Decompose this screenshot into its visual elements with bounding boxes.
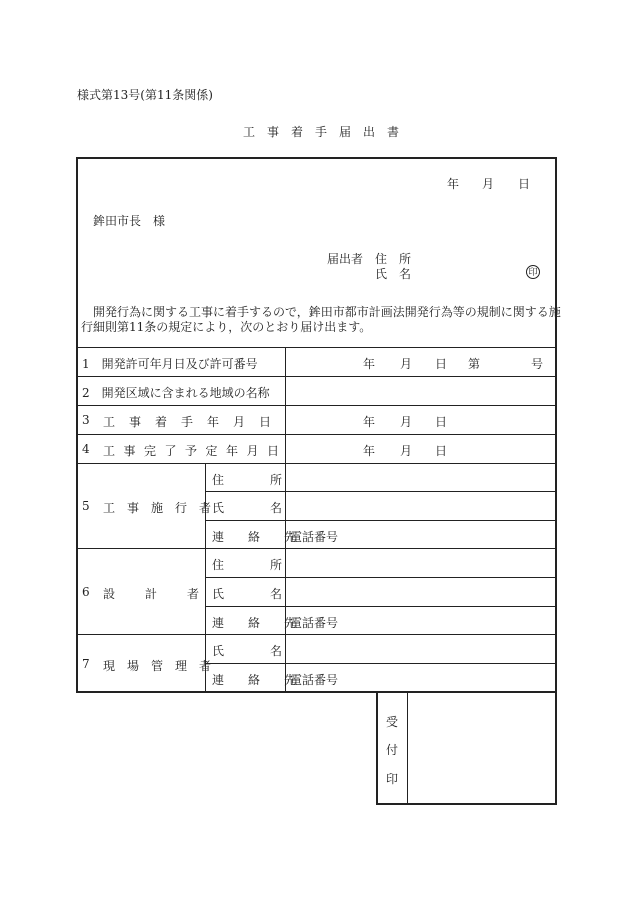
row1-month: 月 — [400, 357, 413, 371]
row7-number: 7 — [82, 657, 90, 671]
body-text-line1: 開発行為に関する工事に着手するので，鉾田市都市計画法開発行為等の規制に関する施 — [93, 305, 561, 319]
r5-phone: 電話番号 — [290, 530, 339, 544]
rule-row4-top — [77, 434, 556, 435]
row3-day: 日 — [435, 415, 448, 429]
rule-row3-top — [77, 405, 556, 406]
r7-name-a: 氏 — [212, 644, 225, 658]
r7-phone: 電話番号 — [290, 673, 339, 687]
receipt-stamp-box — [376, 691, 557, 805]
row2-label: 2 開発区域に含まれる地域の名称 — [82, 386, 270, 400]
r5-name-b: 名 — [270, 501, 283, 515]
row3-month: 月 — [400, 415, 413, 429]
receipt-divider — [407, 691, 408, 804]
row6-label: 設 計 者 — [103, 587, 202, 601]
rule-row6-top — [77, 548, 556, 549]
r6-address-a: 住 — [212, 558, 225, 572]
rule-row7-top — [77, 634, 556, 635]
row3-number: 3 — [82, 413, 90, 427]
name-label: 氏 名 — [375, 267, 412, 281]
date-day: 日 — [518, 177, 531, 191]
r7-name-b: 名 — [270, 644, 283, 658]
seal-mark: 印 — [526, 265, 540, 279]
r5-name-a: 氏 — [212, 501, 225, 515]
body-text-line2: 行細則第11条の規定により，次のとおり届け出ます。 — [81, 320, 372, 334]
row4-label: 工事完了予定年月日 — [103, 444, 288, 458]
rule-row2-top — [77, 376, 556, 377]
date-month: 月 — [482, 177, 495, 191]
date-year: 年 — [447, 177, 460, 191]
applicant-label: 届出者 — [327, 252, 364, 266]
row5-label: 工 事 施 行 者 — [103, 501, 212, 515]
r6-name-b: 名 — [270, 587, 283, 601]
row1-label: 1 開発許可年月日及び許可番号 — [82, 357, 258, 371]
row1-go: 号 — [531, 357, 544, 371]
row4-month: 月 — [400, 444, 413, 458]
r5-address-b: 所 — [270, 473, 283, 487]
rule-r6-sub2 — [205, 606, 556, 607]
row3-year: 年 — [363, 415, 376, 429]
r5-contact: 連 絡 先 — [212, 530, 297, 544]
address-label: 住 所 — [375, 252, 412, 266]
rule-value-col — [285, 347, 286, 691]
rule-row1-top — [77, 347, 556, 348]
rule-r5-sub1 — [205, 491, 556, 492]
rule-r5-sub2 — [205, 520, 556, 521]
r5-address-a: 住 — [212, 473, 225, 487]
receipt-char-3: 印 — [386, 772, 399, 786]
r7-contact: 連 絡 先 — [212, 673, 297, 687]
row3-label: 工 事 着 手 年 月 日 — [103, 415, 273, 429]
receipt-char-1: 受 — [386, 715, 399, 729]
row6-number: 6 — [82, 585, 90, 599]
r6-phone: 電話番号 — [290, 616, 339, 630]
row1-day: 日 — [435, 357, 448, 371]
page-title: 工 事 着 手 届 出 書 — [243, 125, 400, 139]
r6-address-b: 所 — [270, 558, 283, 572]
rule-r7-sub1 — [205, 663, 556, 664]
row4-day: 日 — [435, 444, 448, 458]
row4-year: 年 — [363, 444, 376, 458]
rule-r6-sub1 — [205, 577, 556, 578]
row1-year: 年 — [363, 357, 376, 371]
row4-number: 4 — [82, 442, 90, 456]
form-number: 様式第13号(第11条関係) — [77, 88, 213, 102]
receipt-char-2: 付 — [386, 743, 399, 757]
r6-name-a: 氏 — [212, 587, 225, 601]
row1-dai: 第 — [468, 357, 481, 371]
row5-number: 5 — [82, 499, 90, 513]
row7-label: 現 場 管 理 者 — [103, 659, 212, 673]
rule-row5-top — [77, 463, 556, 464]
addressee: 鉾田市長 様 — [93, 214, 166, 228]
r6-contact: 連 絡 先 — [212, 616, 297, 630]
